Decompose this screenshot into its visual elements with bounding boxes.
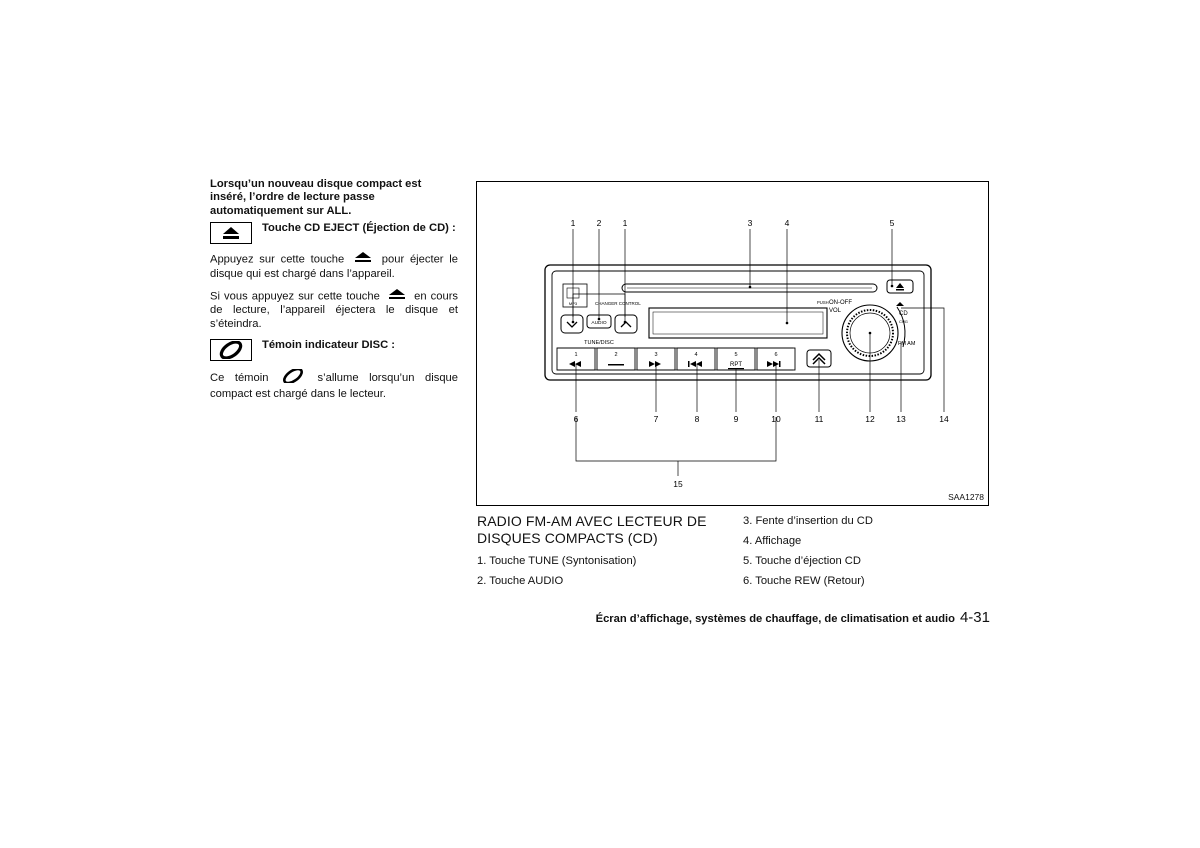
caption-item: 2. Touche AUDIO xyxy=(477,575,564,587)
changer-control-label: CHANGER CONTROL xyxy=(595,301,641,306)
cd-label: CD xyxy=(899,311,908,317)
preset-number: 3 xyxy=(654,352,658,358)
callout-5: 5 xyxy=(889,218,895,228)
push-label: PUSH xyxy=(817,300,829,305)
preset-number: 2 xyxy=(614,352,618,358)
preset-number: 4 xyxy=(694,352,698,358)
caption-item: 5. Touche d’éjection CD xyxy=(743,555,861,567)
preset-buttons xyxy=(557,348,795,370)
preset-number: 1 xyxy=(574,352,578,358)
callout-2: 2 xyxy=(596,218,602,228)
tune-disc-label: TUNE/DISC xyxy=(584,340,614,346)
eject-para-2: Si vous appuyez sur cette touche en cours de lecture, l’appareil éjectera le disque et s’éteindra. xyxy=(210,290,459,330)
caption-title: RADIO FM-AM AVEC LECTEUR DE DISQUES COMPACTS (CD) xyxy=(477,513,707,546)
rpt-label: RPT xyxy=(730,362,742,368)
tune-up-button xyxy=(615,315,637,333)
eject-section-title: Touche CD EJECT (Éjection de CD) : xyxy=(262,222,456,235)
callout-4: 4 xyxy=(784,218,790,228)
figure-caption xyxy=(477,513,727,595)
figure-caption-right xyxy=(743,515,993,595)
figure-code: SAA1278 xyxy=(948,492,984,502)
eject-section-heading xyxy=(210,222,458,244)
preset-number: 6 xyxy=(774,352,778,358)
callout-10: 10 xyxy=(771,414,781,424)
callout-13: 13 xyxy=(896,414,906,424)
eject-icon xyxy=(210,222,252,244)
caption-item: 4. Affichage xyxy=(743,535,802,547)
callout-9: 9 xyxy=(733,414,739,424)
callout-leaders xyxy=(573,229,944,476)
callout-15: 15 xyxy=(673,479,683,489)
eject-icon xyxy=(352,252,374,267)
audio-label: AUDIO xyxy=(591,321,607,326)
eject-para-1: Appuyez sur cette touche pour éjecter le disque qui est chargé dans l’appareil. xyxy=(210,253,459,280)
intro-text: Lorsqu’un nouveau disque compact est inséré, l’ordre de lecture passe automatiquement sur ALL. xyxy=(210,178,422,217)
callout-11: 11 xyxy=(814,414,824,424)
page-footer xyxy=(596,609,990,626)
on-off-label: ON-OFF xyxy=(829,300,852,306)
callout-12: 12 xyxy=(865,414,875,424)
radio-diagram xyxy=(477,182,990,507)
radio-faceplate xyxy=(552,271,924,374)
callout-1: 1 xyxy=(622,218,628,228)
callout-14: 14 xyxy=(939,414,949,424)
callout-3: 3 xyxy=(747,218,753,228)
disc-section-title: Témoin indicateur DISC : xyxy=(262,339,396,352)
disc-section-heading xyxy=(210,339,458,361)
callout-8: 8 xyxy=(694,414,700,424)
vol-label: VOL xyxy=(829,308,842,314)
callout-7: 7 xyxy=(653,414,659,424)
left-column xyxy=(210,178,458,409)
chg-label: CHG xyxy=(899,319,908,324)
mp3-label: MP3 xyxy=(568,301,578,306)
caption-item: 6. Touche REW (Retour) xyxy=(743,575,865,587)
callout-6: 6 xyxy=(573,414,579,424)
page-number: 4-31 xyxy=(959,609,990,626)
fm-am-label: FM AM xyxy=(898,341,916,347)
eject-icon xyxy=(386,289,408,304)
preset-number: 5 xyxy=(734,352,738,358)
callout-1: 1 xyxy=(570,218,576,228)
display-window xyxy=(649,308,827,338)
disc-indicator-icon xyxy=(210,339,252,361)
radio-diagram-figure xyxy=(476,181,989,506)
disc-para: Ce témoin s’allume lorsqu’un disque compact est chargé dans le lecteur. xyxy=(210,369,458,401)
disc-indicator-icon xyxy=(281,369,305,387)
caption-item: 3. Fente d’insertion du CD xyxy=(743,515,873,527)
caption-item: 1. Touche TUNE (Syntonisation) xyxy=(477,555,637,567)
footer-section-title: Écran d’affichage, systèmes de chauffage, de climatisation et audio xyxy=(595,613,955,625)
tune-down-button xyxy=(561,315,583,333)
